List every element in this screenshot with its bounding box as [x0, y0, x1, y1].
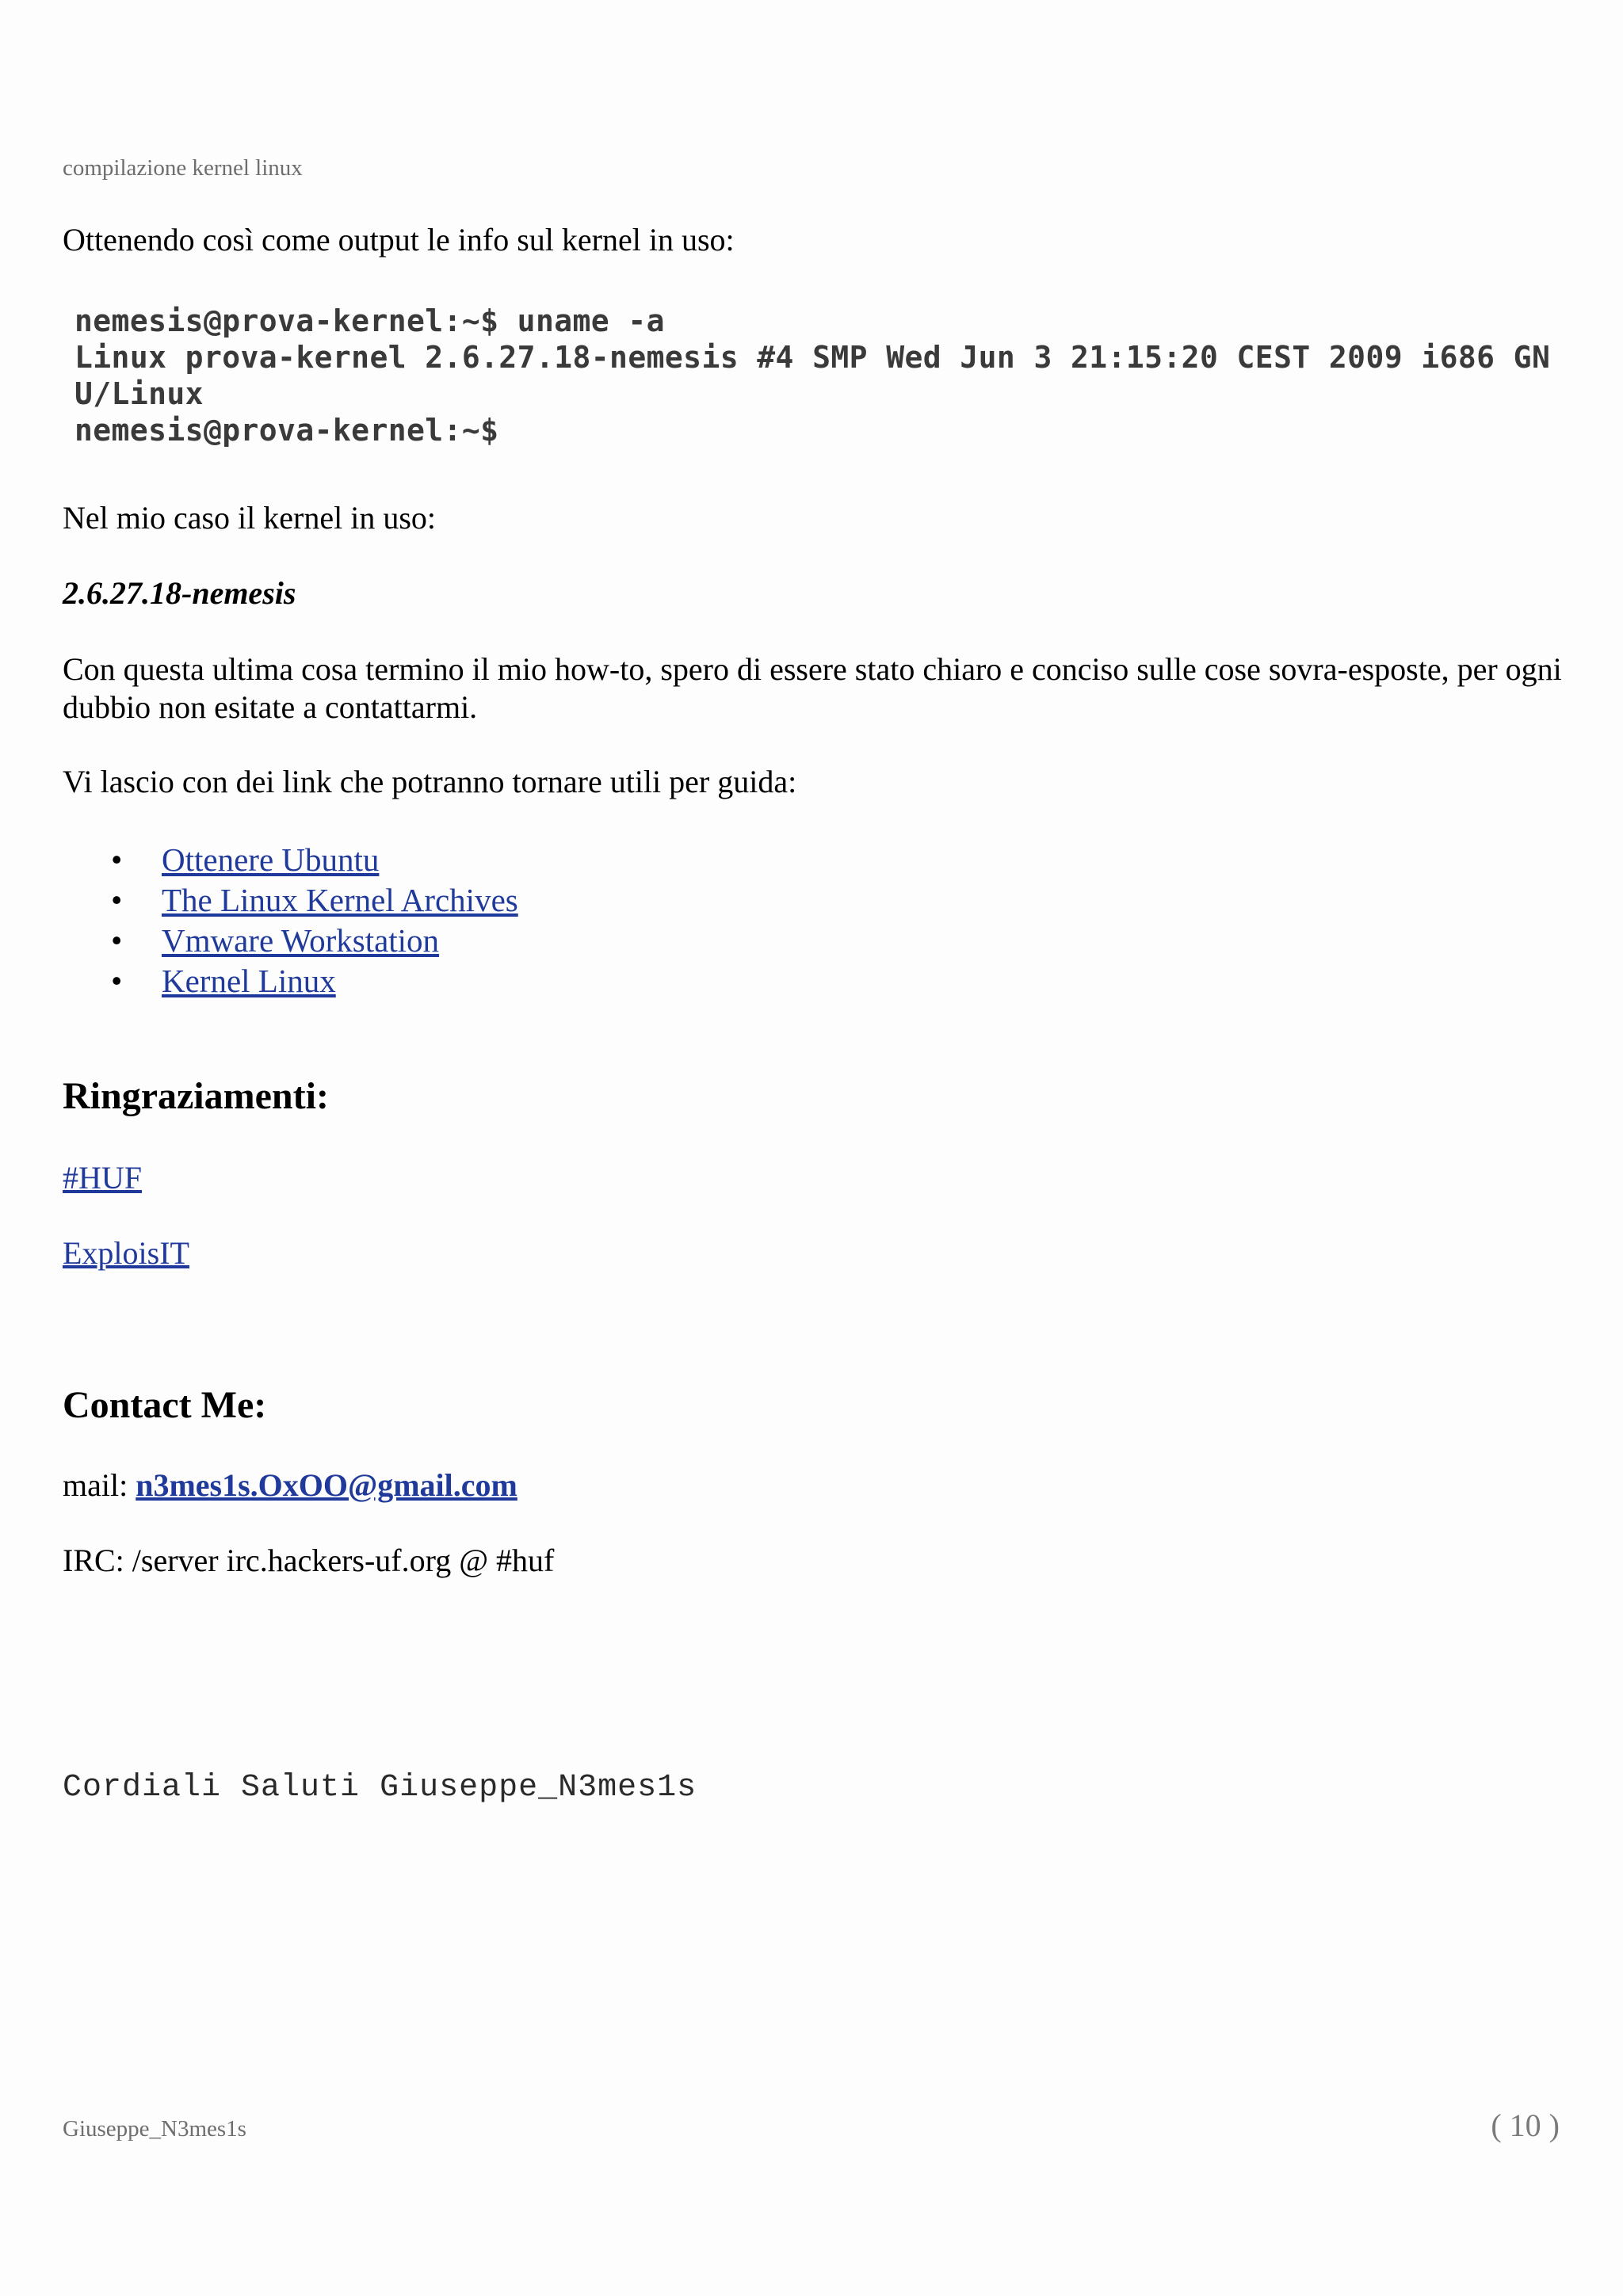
mail-line [63, 1466, 517, 1505]
terminal-line: nemesis@prova-kernel:~$ [74, 413, 499, 448]
terminal-line: U/Linux [74, 376, 204, 411]
link-linux-kernel-archives[interactable]: The Linux Kernel Archives [162, 882, 518, 918]
bullet-icon: • [111, 882, 123, 918]
link-exploisit[interactable]: ExploisIT [63, 1235, 189, 1271]
signature: Cordiali Saluti Giuseppe_N3mes1s [63, 1770, 697, 1806]
links-intro: Vi lascio con dei link che potranno tornare utili per guida: [63, 764, 797, 799]
mail-label: mail: [63, 1467, 128, 1503]
closing-paragraph: Con questa ultima cosa termino il mio how-to, spero di essere stato chiaro e conciso sulle cose sovra-esposte, per ogni dubbio non esitate a contattarmi. [63, 651, 1562, 725]
links-list [111, 840, 518, 1001]
link-ottenere-ubuntu[interactable]: Ottenere Ubuntu [162, 841, 380, 878]
list-item [111, 840, 518, 880]
page-number: ( 10 ) [1491, 2107, 1560, 2143]
running-header: compilazione kernel linux [63, 155, 303, 181]
thanks-heading: Ringraziamenti: [63, 1075, 329, 1117]
bullet-icon: • [111, 963, 123, 999]
kernel-label: Nel mio caso il kernel in uso: [63, 500, 437, 536]
terminal-line: Linux prova-kernel 2.6.27.18-nemesis #4 SMP Wed Jun 3 21:15:20 CEST 2009 i686 GN [74, 340, 1551, 375]
link-vmware-workstation[interactable]: Vmware Workstation [162, 922, 440, 959]
contact-heading: Contact Me: [63, 1384, 267, 1426]
terminal-output [74, 303, 1550, 448]
intro-text: Ottenendo così come output le info sul kernel in uso: [63, 222, 735, 257]
email-link[interactable]: n3mes1s.OxOO@gmail.com [136, 1467, 517, 1503]
irc-line: IRC: /server irc.hackers-uf.org @ #huf [63, 1543, 555, 1578]
list-item [111, 961, 518, 1001]
bullet-icon: • [111, 922, 123, 959]
link-huf[interactable]: #HUF [63, 1160, 143, 1196]
bullet-icon: • [111, 841, 123, 878]
list-item [111, 921, 518, 961]
footer-author: Giuseppe_N3mes1s [63, 2116, 246, 2142]
list-item [111, 880, 518, 921]
terminal-line: nemesis@prova-kernel:~$ uname -a [74, 303, 665, 338]
kernel-version: 2.6.27.18-nemesis [63, 575, 296, 611]
link-kernel-linux[interactable]: Kernel Linux [162, 963, 336, 999]
